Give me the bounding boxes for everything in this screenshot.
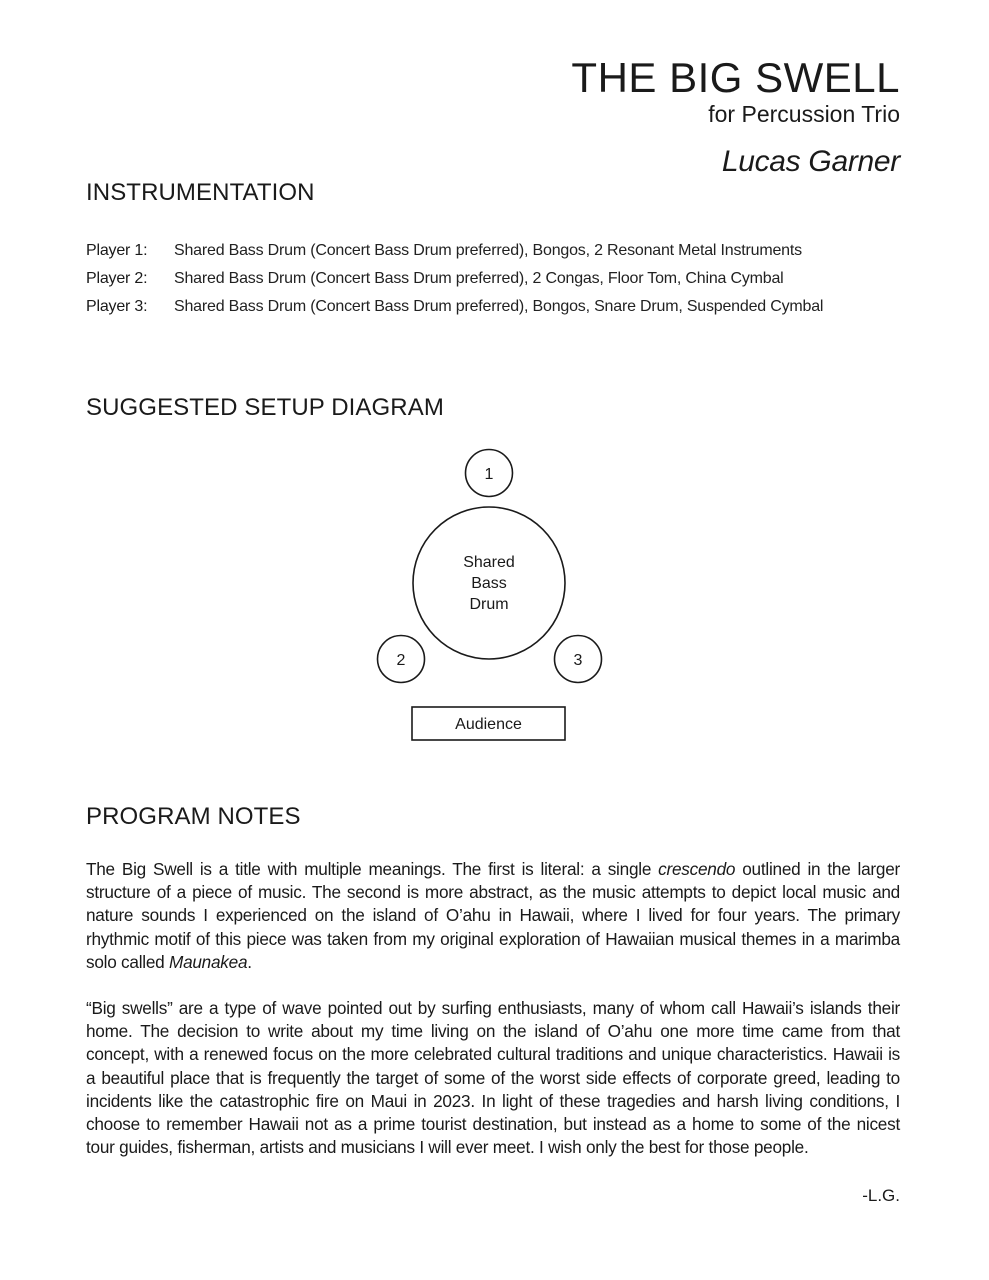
program-notes-paragraph-1 xyxy=(86,858,900,974)
player-instruments: Shared Bass Drum (Concert Bass Drum preferred), Bongos, Snare Drum, Suspended Cymbal xyxy=(174,298,824,315)
player-label: Player 3: xyxy=(86,298,148,315)
bass-drum-label-line-2: Bass xyxy=(471,575,507,592)
italic-work-title: Maunakea xyxy=(169,951,248,972)
title-block xyxy=(571,54,900,180)
author-signature: -L.G. xyxy=(862,1186,900,1205)
program-notes-paragraph-2: “Big swells” are a type of wave pointed out by surfing enthusiasts, many of whom call Hawaii’s islands their home. The decision to write about my time living on the island of O’ahu one more time came from that concept, with a renewed focus on the more celebrated cultural traditions and unique characteristics. Hawaii is a beautiful place that is frequently the target of some of the worst side effects of corporate greed, leading to incidents like the catastrophic fire on Maui in 2023. In light of these tragedies and harsh living conditions, I choose to remember Hawaii not as a prime tourist destination, but instead as a home to some of the nicest tour guides, fisherman, artists and musicians I will ever meet. I wish only the best for those people. xyxy=(86,998,900,1158)
player-instruments: Shared Bass Drum (Concert Bass Drum preferred), Bongos, 2 Resonant Metal Instruments xyxy=(174,242,802,259)
setup-diagram xyxy=(370,446,610,746)
player-instruments: Shared Bass Drum (Concert Bass Drum preferred), 2 Congas, Floor Tom, China Cymbal xyxy=(174,270,784,287)
player-label: Player 1: xyxy=(86,242,148,259)
instrumentation-list xyxy=(86,237,916,321)
setup-heading: SUGGESTED SETUP DIAGRAM xyxy=(86,394,444,421)
player-3-number: 3 xyxy=(573,652,583,669)
player-row xyxy=(86,265,916,293)
composer-name: Lucas Garner xyxy=(721,145,900,178)
paragraph-text: is a title with multiple meanings. The first is literal: a single xyxy=(192,859,659,879)
page-subtitle: for Percussion Trio xyxy=(708,101,900,127)
program-notes-heading: PROGRAM NOTES xyxy=(86,803,301,830)
paragraph-text: . xyxy=(247,951,252,972)
player-2-number: 2 xyxy=(396,652,406,669)
player-label: Player 2: xyxy=(86,270,148,287)
paragraph-text: outlined in the larger structure of a piece of music. The second is more abstract, as the music attempts to depict local music and nature sounds I experienced on the island of O’ahu in Hawaii, where I lived for four years. The primary rhythmic motif of this piece was taken from my original exploration of Hawaiian musical themes in a marimba solo called xyxy=(86,859,900,972)
page-title: THE BIG SWELL xyxy=(571,54,900,101)
player-row xyxy=(86,237,916,265)
audience-label: Audience xyxy=(455,716,522,733)
italic-term: crescendo xyxy=(658,859,736,879)
player-1-number: 1 xyxy=(484,466,494,483)
setup-diagram-svg xyxy=(370,446,610,746)
bass-drum-label-line-3: Drum xyxy=(469,596,509,613)
player-row xyxy=(86,293,916,321)
instrumentation-heading: INSTRUMENTATION xyxy=(86,179,315,206)
bass-drum-label-line-1: Shared xyxy=(463,554,515,571)
program-notes-body xyxy=(86,858,900,1182)
work-title-reference: The Big Swell xyxy=(86,859,193,879)
